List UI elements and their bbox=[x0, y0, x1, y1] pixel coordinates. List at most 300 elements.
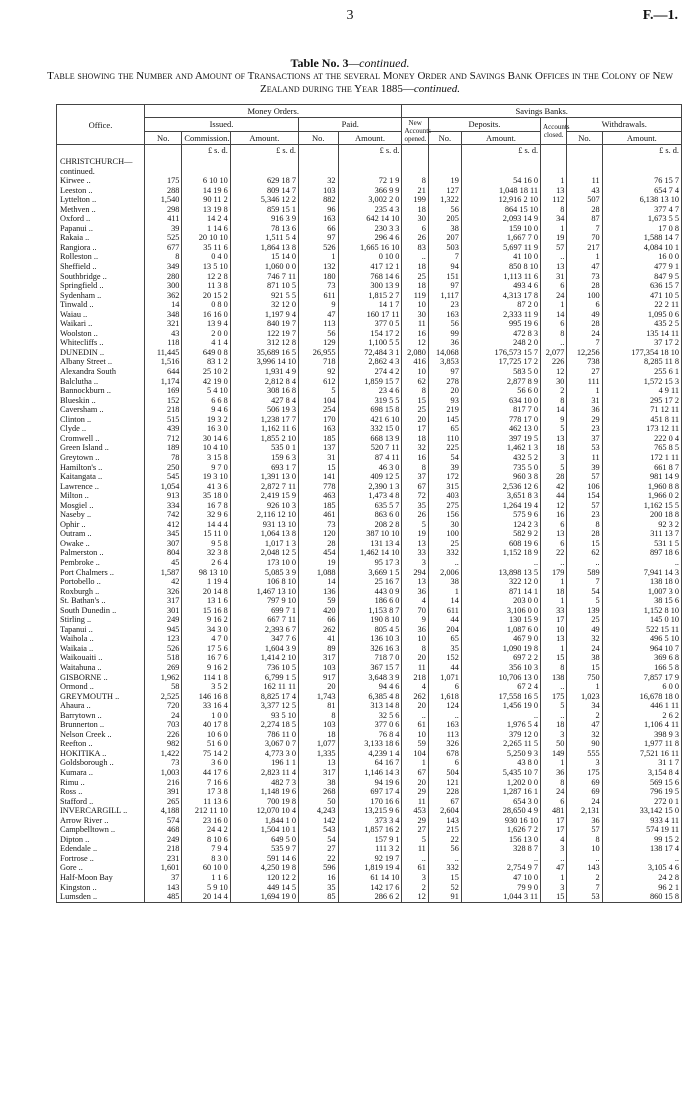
deposits-no-cell: 1,618 bbox=[428, 692, 461, 702]
issued-no-cell: 526 bbox=[145, 644, 182, 654]
issued-no-cell: 300 bbox=[145, 281, 182, 291]
table-row bbox=[57, 367, 682, 377]
office-cell: Southbridge .. bbox=[57, 272, 145, 282]
withdrawals-no-cell: 738 bbox=[567, 357, 602, 367]
issued-no-cell: 43 bbox=[145, 329, 182, 339]
paid-amount-cell: 3,002 2 0 bbox=[338, 195, 402, 205]
issued-amount-cell: 1,238 17 7 bbox=[230, 415, 298, 425]
withdrawals-amount-cell: 200 18 8 bbox=[602, 510, 681, 520]
table-row bbox=[57, 816, 682, 826]
deposits-no-cell: 143 bbox=[428, 816, 461, 826]
withdrawals-no-cell: 36 bbox=[567, 405, 602, 415]
commission-cell: 649 0 8 bbox=[182, 348, 230, 358]
accounts-closed-cell: 50 bbox=[541, 739, 567, 749]
paid-amount-cell: 23 4 6 bbox=[338, 386, 402, 396]
paid-amount-cell: 186 6 0 bbox=[338, 596, 402, 606]
accounts-closed-cell: 12 bbox=[541, 501, 567, 511]
header-withdrawals-amount: Amount. bbox=[602, 131, 681, 145]
table-row bbox=[57, 396, 682, 406]
deposits-amount-cell: 5,435 10 7 bbox=[461, 768, 540, 778]
issued-amount-cell: 3,067 0 7 bbox=[230, 739, 298, 749]
withdrawals-no-cell: 47 bbox=[567, 720, 602, 730]
issued-amount-cell: 173 10 0 bbox=[230, 558, 298, 568]
issued-no-cell: 8 bbox=[145, 252, 182, 262]
withdrawals-amount-cell: 99 15 2 bbox=[602, 835, 681, 845]
deposits-no-cell: 124 bbox=[428, 701, 461, 711]
header-deposits-no: No. bbox=[428, 131, 461, 145]
table-row bbox=[57, 491, 682, 501]
issued-amount-cell: 162 11 11 bbox=[230, 682, 298, 692]
paid-amount-cell: 235 4 3 bbox=[338, 205, 402, 215]
commission-cell: 14 19 6 bbox=[182, 186, 230, 196]
paid-no-cell: 543 bbox=[298, 825, 338, 835]
issued-no-cell: 349 bbox=[145, 262, 182, 272]
deposits-amount-cell: 2,093 14 9 bbox=[461, 214, 540, 224]
withdrawals-amount-cell: 496 5 10 bbox=[602, 634, 681, 644]
commission-cell: 9 5 8 bbox=[182, 539, 230, 549]
office-cell: Tinwald .. bbox=[57, 300, 145, 310]
office-cell: Stirling .. bbox=[57, 615, 145, 625]
table-row bbox=[57, 644, 682, 654]
accounts-closed-cell: 179 bbox=[541, 568, 567, 578]
withdrawals-no-cell: .. bbox=[567, 854, 602, 864]
deposits-no-cell: .. bbox=[428, 711, 461, 721]
deposits-no-cell: 39 bbox=[428, 463, 461, 473]
paid-amount-cell: 94 19 6 bbox=[338, 778, 402, 788]
deposits-no-cell: 25 bbox=[428, 539, 461, 549]
withdrawals-amount-cell: 1,977 11 8 bbox=[602, 739, 681, 749]
accounts-closed-cell: 57 bbox=[541, 243, 567, 253]
accounts-closed-cell: 18 bbox=[541, 587, 567, 597]
office-cell: Reefton .. bbox=[57, 739, 145, 749]
deposits-no-cell: 207 bbox=[428, 233, 461, 243]
new-accounts-cell: 10 bbox=[402, 367, 428, 377]
issued-no-cell: 218 bbox=[145, 844, 182, 854]
paid-no-cell: 32 bbox=[298, 176, 338, 186]
withdrawals-amount-cell: 1,966 0 2 bbox=[602, 491, 681, 501]
accounts-closed-cell: 6 bbox=[541, 520, 567, 530]
new-accounts-cell: 70 bbox=[402, 606, 428, 616]
accounts-closed-cell: 6 bbox=[541, 797, 567, 807]
withdrawals-amount-cell: 3,154 8 4 bbox=[602, 768, 681, 778]
new-accounts-cell: 218 bbox=[402, 673, 428, 683]
withdrawals-no-cell: 73 bbox=[567, 272, 602, 282]
deposits-amount-cell: 17,558 16 5 bbox=[461, 692, 540, 702]
issued-amount-cell: 786 11 0 bbox=[230, 730, 298, 740]
commission-cell: 19 3 10 bbox=[182, 472, 230, 482]
new-accounts-cell: 18 bbox=[402, 281, 428, 291]
paid-no-cell bbox=[298, 167, 338, 177]
office-cell: Hamilton's .. bbox=[57, 463, 145, 473]
accounts-closed-cell: 1 bbox=[541, 644, 567, 654]
table-body bbox=[57, 145, 682, 903]
withdrawals-amount-cell: 16,678 18 0 bbox=[602, 692, 681, 702]
deposits-amount-cell: 871 14 1 bbox=[461, 587, 540, 597]
commission-cell: 5 4 10 bbox=[182, 386, 230, 396]
withdrawals-no-cell: 34 bbox=[567, 701, 602, 711]
new-accounts-cell: 61 bbox=[402, 863, 428, 873]
issued-amount-cell: 1,511 5 4 bbox=[230, 233, 298, 243]
commission-cell: 32 9 6 bbox=[182, 510, 230, 520]
office-cell: Nelson Creek .. bbox=[57, 730, 145, 740]
withdrawals-no-cell: 27 bbox=[567, 367, 602, 377]
issued-no-cell: 231 bbox=[145, 854, 182, 864]
deposits-amount-cell: 3,106 0 0 bbox=[461, 606, 540, 616]
issued-amount-cell: 2,419 15 9 bbox=[230, 491, 298, 501]
paid-amount-cell: 367 15 7 bbox=[338, 663, 402, 673]
commission-cell: 13 1 6 bbox=[182, 596, 230, 606]
table-row bbox=[57, 415, 682, 425]
paid-no-cell: 47 bbox=[298, 310, 338, 320]
issued-amount-cell: 2,812 8 4 bbox=[230, 377, 298, 387]
withdrawals-amount-cell: 3,105 4 6 bbox=[602, 863, 681, 873]
new-accounts-cell: 5 bbox=[402, 835, 428, 845]
office-cell: Rangiora .. bbox=[57, 243, 145, 253]
paid-amount-cell: 443 0 9 bbox=[338, 587, 402, 597]
paid-amount-cell: 319 5 5 bbox=[338, 396, 402, 406]
deposits-amount-cell: 467 9 0 bbox=[461, 634, 540, 644]
paid-no-cell: 461 bbox=[298, 510, 338, 520]
paid-no-cell: 26,955 bbox=[298, 348, 338, 358]
accounts-closed-cell: 24 bbox=[541, 787, 567, 797]
issued-no-cell: 298 bbox=[145, 205, 182, 215]
issued-amount-cell bbox=[230, 167, 298, 177]
new-accounts-cell: 21 bbox=[402, 186, 428, 196]
new-accounts-cell: 5 bbox=[402, 520, 428, 530]
table-row bbox=[57, 873, 682, 883]
new-accounts-cell: 13 bbox=[402, 539, 428, 549]
office-cell: Barrytown .. bbox=[57, 711, 145, 721]
withdrawals-amount-cell bbox=[602, 157, 681, 167]
commission-cell: 13 9 4 bbox=[182, 319, 230, 329]
paid-no-cell: 463 bbox=[298, 491, 338, 501]
issued-no-cell: 288 bbox=[145, 186, 182, 196]
issued-amount-cell: 120 12 2 bbox=[230, 873, 298, 883]
accounts-closed-cell: 47 bbox=[541, 863, 567, 873]
deposits-no-cell: 163 bbox=[428, 310, 461, 320]
paid-no-cell: 103 bbox=[298, 663, 338, 673]
withdrawals-amount-cell: 796 19 5 bbox=[602, 787, 681, 797]
new-accounts-cell: .. bbox=[402, 854, 428, 864]
issued-amount-cell: 797 9 10 bbox=[230, 596, 298, 606]
issued-no-cell: 14 bbox=[145, 300, 182, 310]
office-cell: Cromwell .. bbox=[57, 434, 145, 444]
table-row bbox=[57, 768, 682, 778]
new-accounts-cell: 4 bbox=[402, 682, 428, 692]
office-cell: Sheffield .. bbox=[57, 262, 145, 272]
table-row bbox=[57, 615, 682, 625]
deposits-amount-cell: 203 0 0 bbox=[461, 596, 540, 606]
withdrawals-amount-cell: 145 0 10 bbox=[602, 615, 681, 625]
withdrawals-amount-cell: 76 15 7 bbox=[602, 176, 681, 186]
office-cell: Ahaura .. bbox=[57, 701, 145, 711]
deposits-amount-cell: 575 9 6 bbox=[461, 510, 540, 520]
paid-amount-cell: 1,819 19 4 bbox=[338, 863, 402, 873]
deposits-no-cell: 38 bbox=[428, 577, 461, 587]
table-row bbox=[57, 272, 682, 282]
accounts-closed-cell: 112 bbox=[541, 195, 567, 205]
office-cell: CHRISTCHURCH— bbox=[57, 157, 145, 167]
issued-no-cell: 37 bbox=[145, 873, 182, 883]
commission-cell: 34 3 0 bbox=[182, 625, 230, 635]
deposits-amount-cell bbox=[461, 167, 540, 177]
deposits-no-cell: 52 bbox=[428, 883, 461, 893]
deposits-no-cell: 99 bbox=[428, 329, 461, 339]
table-row bbox=[57, 310, 682, 320]
deposits-no-cell: 67 bbox=[428, 797, 461, 807]
issued-amount-cell: 12,070 10 4 bbox=[230, 806, 298, 816]
withdrawals-no-cell: 139 bbox=[567, 606, 602, 616]
table-row bbox=[57, 758, 682, 768]
accounts-closed-cell: 149 bbox=[541, 749, 567, 759]
commission-cell: 9 7 0 bbox=[182, 463, 230, 473]
withdrawals-no-cell: 1 bbox=[567, 682, 602, 692]
paid-no-cell: 185 bbox=[298, 434, 338, 444]
office-cell: Alexandra South bbox=[57, 367, 145, 377]
table-row bbox=[57, 634, 682, 644]
issued-amount-cell: 8,825 17 4 bbox=[230, 692, 298, 702]
issued-no-cell: 143 bbox=[145, 883, 182, 893]
deposits-amount-cell: 130 15 9 bbox=[461, 615, 540, 625]
accounts-closed-cell: 3 bbox=[541, 844, 567, 854]
issued-amount-cell: 4,773 3 0 bbox=[230, 749, 298, 759]
issued-amount-cell: 931 13 10 bbox=[230, 520, 298, 530]
office-cell: Ormond .. bbox=[57, 682, 145, 692]
commission-cell: 16 3 0 bbox=[182, 424, 230, 434]
deposits-amount-cell: 47 10 0 bbox=[461, 873, 540, 883]
deposits-no-cell: 172 bbox=[428, 472, 461, 482]
deposits-no-cell: 6 bbox=[428, 758, 461, 768]
office-cell: Kaitangata .. bbox=[57, 472, 145, 482]
deposits-no-cell: 56 bbox=[428, 844, 461, 854]
office-cell: Stafford .. bbox=[57, 797, 145, 807]
office-cell: Kumara .. bbox=[57, 768, 145, 778]
accounts-closed-cell: 1 bbox=[541, 300, 567, 310]
table-row bbox=[57, 558, 682, 568]
paid-amount-cell: 642 14 10 bbox=[338, 214, 402, 224]
withdrawals-no-cell: 23 bbox=[567, 424, 602, 434]
page-number: 3 bbox=[346, 8, 354, 23]
title-text: Table showing the Number and Amount of Transactions at the several Money Order and Savings Bank Offices in the Colony of New Zealand during the Year 1885— bbox=[47, 70, 673, 95]
deposits-amount-cell: 1,287 16 1 bbox=[461, 787, 540, 797]
withdrawals-no-cell: 750 bbox=[567, 673, 602, 683]
withdrawals-no-cell: 589 bbox=[567, 568, 602, 578]
new-accounts-cell: 10 bbox=[402, 634, 428, 644]
accounts-closed-cell: 17 bbox=[541, 615, 567, 625]
table-row bbox=[57, 825, 682, 835]
issued-no-cell: 321 bbox=[145, 319, 182, 329]
office-cell: Tapanui .. bbox=[57, 625, 145, 635]
paid-amount-cell: 76 8 4 bbox=[338, 730, 402, 740]
deposits-amount-cell: 2,265 11 5 bbox=[461, 739, 540, 749]
office-cell: DUNEDIN .. bbox=[57, 348, 145, 358]
paid-amount-cell: 1,153 8 7 bbox=[338, 606, 402, 616]
issued-amount-cell: 840 19 7 bbox=[230, 319, 298, 329]
accounts-closed-cell: 17 bbox=[541, 816, 567, 826]
paid-amount-cell: 3,669 1 5 bbox=[338, 568, 402, 578]
issued-no-cell: 39 bbox=[145, 224, 182, 234]
issued-amount-cell: 78 13 6 bbox=[230, 224, 298, 234]
paid-amount-cell: 326 16 3 bbox=[338, 644, 402, 654]
new-accounts-cell: 453 bbox=[402, 806, 428, 816]
withdrawals-no-cell: 15 bbox=[567, 663, 602, 673]
issued-amount-cell: 916 3 9 bbox=[230, 214, 298, 224]
withdrawals-no-cell: 175 bbox=[567, 768, 602, 778]
deposits-amount-cell: 17,725 17 2 bbox=[461, 357, 540, 367]
header-new-accounts: New Accounts opened. bbox=[402, 118, 428, 145]
deposits-no-cell bbox=[428, 157, 461, 167]
issued-no-cell: 1,587 bbox=[145, 568, 182, 578]
withdrawals-no-cell: 2 bbox=[567, 873, 602, 883]
withdrawals-no-cell: 100 bbox=[567, 291, 602, 301]
issued-amount-cell: 2,048 12 5 bbox=[230, 548, 298, 558]
paid-amount-cell: 61 14 10 bbox=[338, 873, 402, 883]
deposits-amount-cell: 850 8 10 bbox=[461, 262, 540, 272]
issued-amount-cell: 699 7 1 bbox=[230, 606, 298, 616]
issued-amount-cell: 1,197 9 4 bbox=[230, 310, 298, 320]
issued-amount-cell: 1,148 19 6 bbox=[230, 787, 298, 797]
withdrawals-no-cell: 1 bbox=[567, 252, 602, 262]
deposits-no-cell: 152 bbox=[428, 653, 461, 663]
deposits-no-cell bbox=[428, 167, 461, 177]
withdrawals-amount-cell: 255 6 1 bbox=[602, 367, 681, 377]
commission-cell: 11 13 6 bbox=[182, 797, 230, 807]
commission-cell: 14 2 4 bbox=[182, 214, 230, 224]
withdrawals-no-cell: 38 bbox=[567, 653, 602, 663]
caption-continued: —continued. bbox=[348, 56, 410, 70]
new-accounts-cell: 13 bbox=[402, 577, 428, 587]
commission-cell: 40 17 8 bbox=[182, 720, 230, 730]
deposits-no-cell: 91 bbox=[428, 892, 461, 902]
new-accounts-cell: 83 bbox=[402, 243, 428, 253]
deposits-amount-cell: 56 6 0 bbox=[461, 386, 540, 396]
table-row bbox=[57, 233, 682, 243]
deposits-amount-cell: 1,202 0 0 bbox=[461, 778, 540, 788]
accounts-closed-cell: 18 bbox=[541, 720, 567, 730]
deposits-no-cell: 151 bbox=[428, 272, 461, 282]
table-row bbox=[57, 224, 682, 234]
office-cell: Springfield .. bbox=[57, 281, 145, 291]
deposits-amount-cell: 79 9 0 bbox=[461, 883, 540, 893]
accounts-closed-cell: 44 bbox=[541, 491, 567, 501]
paid-amount-cell: 13,215 9 6 bbox=[338, 806, 402, 816]
table-row bbox=[57, 568, 682, 578]
withdrawals-no-cell: 53 bbox=[567, 892, 602, 902]
commission-cell: 1 0 0 bbox=[182, 711, 230, 721]
deposits-no-cell: 56 bbox=[428, 319, 461, 329]
issued-amount-cell: 871 10 5 bbox=[230, 281, 298, 291]
office-cell: Lyttelton .. bbox=[57, 195, 145, 205]
deposits-amount-cell: 5,250 9 3 bbox=[461, 749, 540, 759]
accounts-closed-cell: 17 bbox=[541, 825, 567, 835]
table-row bbox=[57, 157, 682, 167]
table-row bbox=[57, 195, 682, 205]
withdrawals-amount-cell: 92 3 2 bbox=[602, 520, 681, 530]
paid-no-cell: 73 bbox=[298, 281, 338, 291]
withdrawals-no-cell: 24 bbox=[567, 797, 602, 807]
accounts-closed-cell: 8 bbox=[541, 396, 567, 406]
title-continued: continued. bbox=[413, 83, 460, 95]
issued-no-cell: 152 bbox=[145, 396, 182, 406]
issued-no-cell: 58 bbox=[145, 682, 182, 692]
paid-amount-cell: 409 12 5 bbox=[338, 472, 402, 482]
withdrawals-no-cell: 7 bbox=[567, 224, 602, 234]
office-cell: Rolleston .. bbox=[57, 252, 145, 262]
issued-no-cell: 2,525 bbox=[145, 692, 182, 702]
paid-no-cell: 13 bbox=[298, 758, 338, 768]
deposits-no-cell: 6 bbox=[428, 682, 461, 692]
accounts-closed-cell: 13 bbox=[541, 634, 567, 644]
withdrawals-no-cell: 29 bbox=[567, 415, 602, 425]
table-row bbox=[57, 883, 682, 893]
withdrawals-amount-cell: 135 14 11 bbox=[602, 329, 681, 339]
issued-no-cell: 703 bbox=[145, 720, 182, 730]
new-accounts-cell: 29 bbox=[402, 816, 428, 826]
new-accounts-cell: 294 bbox=[402, 568, 428, 578]
withdrawals-no-cell bbox=[567, 167, 602, 177]
office-cell: continued. bbox=[57, 167, 145, 177]
commission-cell: 17 5 6 bbox=[182, 644, 230, 654]
withdrawals-no-cell: 555 bbox=[567, 749, 602, 759]
new-accounts-cell: .. bbox=[402, 252, 428, 262]
new-accounts-cell: 18 bbox=[402, 262, 428, 272]
table-row bbox=[57, 739, 682, 749]
new-accounts-cell: 4 bbox=[402, 596, 428, 606]
table-row bbox=[57, 806, 682, 816]
withdrawals-no-cell: 11 bbox=[567, 176, 602, 186]
withdrawals-amount-cell: 7,941 14 3 bbox=[602, 568, 681, 578]
paid-no-cell: 89 bbox=[298, 644, 338, 654]
new-accounts-cell: 8 bbox=[402, 463, 428, 473]
accounts-closed-cell: 1 bbox=[541, 758, 567, 768]
deposits-no-cell: 215 bbox=[428, 825, 461, 835]
withdrawals-amount-cell: 435 2 5 bbox=[602, 319, 681, 329]
issued-no-cell: 945 bbox=[145, 625, 182, 635]
deposits-amount-cell: 582 9 2 bbox=[461, 529, 540, 539]
table-row bbox=[57, 844, 682, 854]
commission-cell: 1 14 6 bbox=[182, 224, 230, 234]
deposits-amount-cell: 13,898 13 5 bbox=[461, 568, 540, 578]
issued-amount-cell: 347 7 6 bbox=[230, 634, 298, 644]
withdrawals-no-cell: 507 bbox=[567, 195, 602, 205]
paid-no-cell: 1,743 bbox=[298, 692, 338, 702]
paid-no-cell: 596 bbox=[298, 863, 338, 873]
issued-no-cell: 4,188 bbox=[145, 806, 182, 816]
issued-no-cell: 73 bbox=[145, 758, 182, 768]
accounts-closed-cell: 24 bbox=[541, 291, 567, 301]
office-cell: Leeston .. bbox=[57, 186, 145, 196]
withdrawals-amount-cell: 369 6 8 bbox=[602, 653, 681, 663]
deposits-no-cell: 20 bbox=[428, 386, 461, 396]
accounts-closed-cell: 15 bbox=[541, 892, 567, 902]
deposits-no-cell: 19 bbox=[428, 176, 461, 186]
table-row bbox=[57, 577, 682, 587]
withdrawals-amount-cell: 16 0 0 bbox=[602, 252, 681, 262]
new-accounts-cell bbox=[402, 157, 428, 167]
withdrawals-no-cell: 8 bbox=[567, 835, 602, 845]
new-accounts-cell: 416 bbox=[402, 357, 428, 367]
issued-no-cell: 545 bbox=[145, 472, 182, 482]
withdrawals-amount-cell: 1,106 4 11 bbox=[602, 720, 681, 730]
withdrawals-amount-cell: 6,138 13 10 bbox=[602, 195, 681, 205]
deposits-amount-cell: 248 2 0 bbox=[461, 338, 540, 348]
new-accounts-cell: 72 bbox=[402, 491, 428, 501]
issued-no-cell: 412 bbox=[145, 520, 182, 530]
issued-no-cell: 1,054 bbox=[145, 482, 182, 492]
commission-cell: 8 10 6 bbox=[182, 835, 230, 845]
table-row bbox=[57, 548, 682, 558]
withdrawals-amount-cell: 31 1 7 bbox=[602, 758, 681, 768]
